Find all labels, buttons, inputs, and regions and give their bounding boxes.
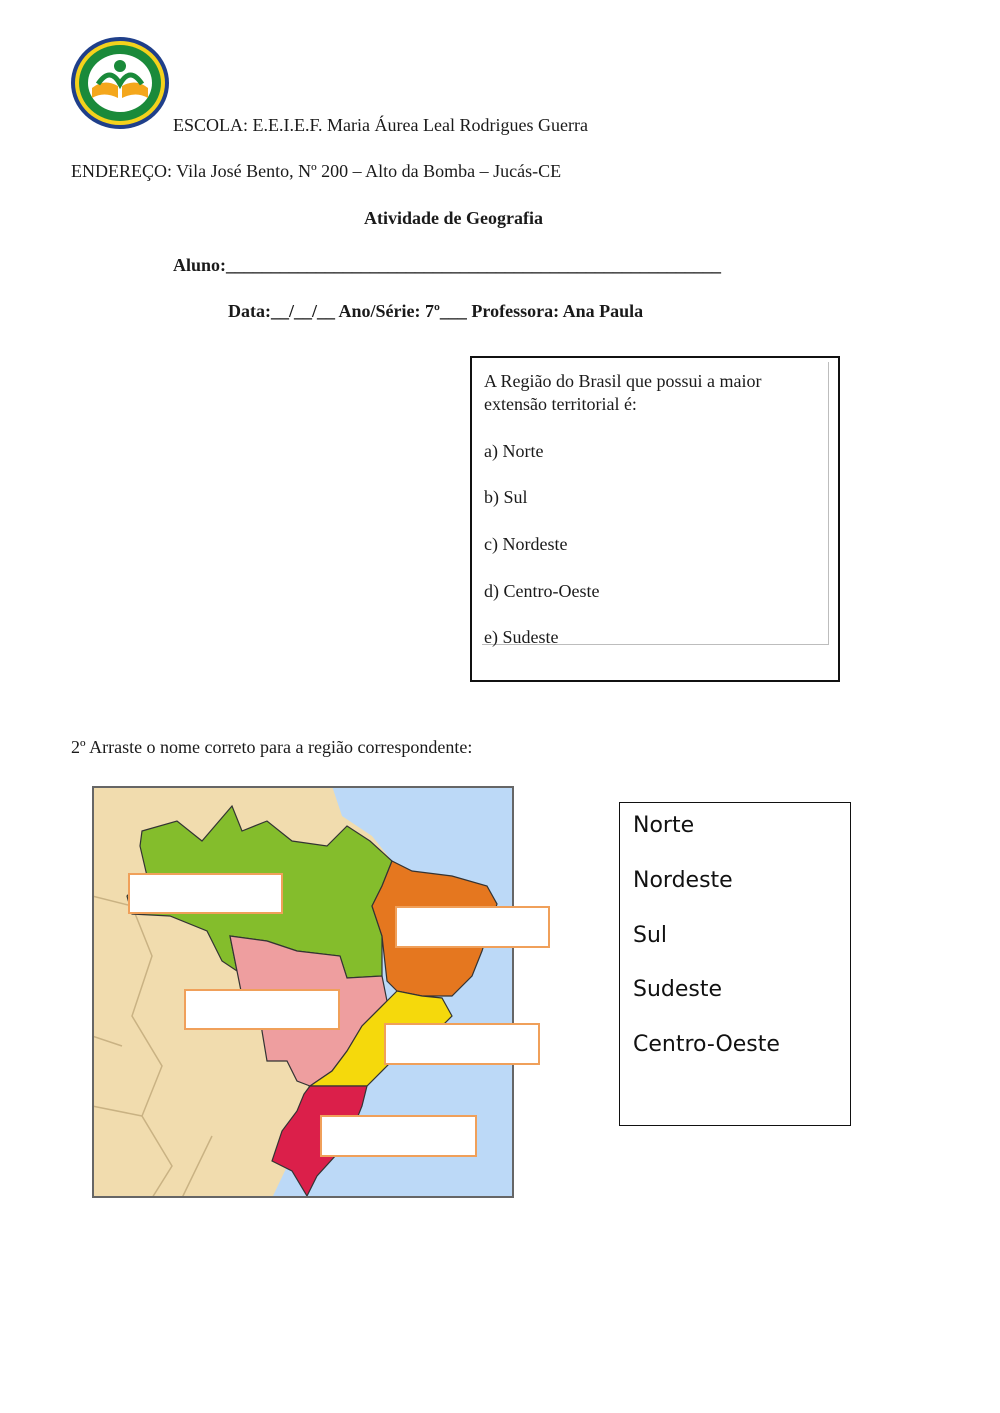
option-c[interactable]: c) Nordeste	[484, 534, 568, 554]
word-sudeste[interactable]: Sudeste	[633, 977, 723, 1002]
student-name-line[interactable]: Aluno:_______________________________________________________	[173, 255, 722, 275]
school-logo	[70, 36, 170, 130]
date-class-teacher-line: Data:__/__/__ Ano/Série: 7º___ Professora: Ana Paula	[228, 301, 644, 321]
drop-slot-norte[interactable]	[128, 873, 283, 914]
drop-slot-centro-oeste[interactable]	[184, 989, 340, 1030]
activity-title: Atividade de Geografia	[364, 208, 543, 228]
drop-slot-nordeste[interactable]	[395, 906, 550, 948]
school-address: ENDEREÇO: Vila José Bento, Nº 200 – Alto da Bomba – Jucás-CE	[71, 161, 562, 181]
brazil-regions-map	[92, 786, 514, 1198]
drop-slot-sul[interactable]	[320, 1115, 477, 1157]
question-2-prompt: 2º Arraste o nome correto para a região correspondente:	[71, 737, 473, 757]
question-1-content	[482, 362, 829, 645]
word-centro-oeste[interactable]: Centro-Oeste	[633, 1032, 780, 1057]
word-sul[interactable]: Sul	[633, 923, 668, 948]
word-bank	[619, 802, 851, 1126]
school-name: ESCOLA: E.E.I.E.F. Maria Áurea Leal Rodrigues Guerra	[173, 115, 588, 135]
question-1-box	[470, 356, 840, 682]
option-b[interactable]: b) Sul	[484, 487, 528, 507]
question-1-prompt-line1: A Região do Brasil que possui a maior	[484, 371, 762, 391]
option-e[interactable]: e) Sudeste	[484, 627, 559, 647]
word-norte[interactable]: Norte	[633, 813, 695, 838]
option-d[interactable]: d) Centro-Oeste	[484, 581, 600, 601]
drop-slot-sudeste[interactable]	[384, 1023, 540, 1065]
option-a[interactable]: a) Norte	[484, 441, 544, 461]
question-1-prompt-line2: extensão territorial é:	[484, 394, 637, 414]
word-nordeste[interactable]: Nordeste	[633, 868, 733, 893]
